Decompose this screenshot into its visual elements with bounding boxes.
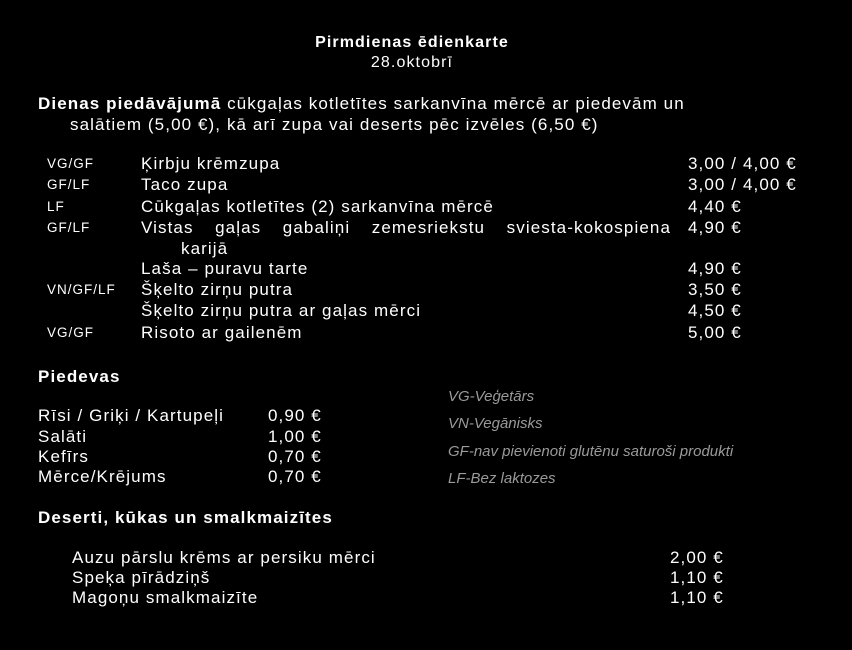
side-item-price: 0,70 € — [268, 447, 322, 466]
intro-lead: Dienas piedāvājumā — [38, 94, 222, 113]
side-item-name: Kefīrs — [38, 447, 90, 466]
legend-item: VG-Veģetārs — [448, 388, 535, 405]
menu-item-name-line2: karijā — [181, 239, 229, 258]
intro-text-line1: cūkgaļas kotletītes sarkanvīna mērcē ar piedevām un — [221, 94, 685, 113]
menu-item-name: Šķelto zirņu putra — [141, 280, 294, 299]
side-item-price: 1,00 € — [268, 427, 322, 446]
menu-item-name — [141, 217, 671, 259]
side-item-name: Mērce/Krējums — [38, 467, 167, 486]
diet-tag: GF/LF — [47, 220, 91, 235]
side-item-price: 0,70 € — [268, 467, 322, 486]
dessert-item-name: Auzu pārslu krēms ar persiku mērci — [72, 548, 376, 567]
page-title: Pirmdienas ēdienkarte — [315, 34, 509, 51]
menu-item-name: Ķirbju krēmzupa — [141, 154, 281, 173]
menu-item-price: 3,00 / 4,00 € — [688, 154, 797, 173]
diet-tag: VN/GF/LF — [47, 282, 116, 297]
intro-text — [38, 94, 685, 114]
menu-item-price: 4,90 € — [688, 218, 742, 237]
menu-item-name-line1: Vistas gaļas gabaliņi zemesriekstu sviesta-kokospiena — [141, 218, 671, 237]
menu-item-name: Laša – puravu tarte — [141, 259, 309, 278]
dessert-item-price: 2,00 € — [670, 548, 724, 567]
intro-text-line2: salātiem (5,00 €), kā arī zupa vai deserts pēc izvēles (6,50 €) — [70, 115, 599, 134]
menu-item-name: Taco zupa — [141, 175, 229, 194]
menu-item-name: Cūkgaļas kotletītes (2) sarkanvīna mērcē — [141, 197, 494, 216]
legend-item: LF-Bez laktozes — [448, 470, 556, 487]
diet-tag: LF — [47, 199, 65, 214]
legend-item: GF-nav pievienoti glutēnu saturoši produkti — [448, 443, 734, 460]
diet-tag: VG/GF — [47, 325, 95, 340]
menu-item-price: 5,00 € — [688, 323, 742, 342]
menu-item-price: 3,00 / 4,00 € — [688, 175, 797, 194]
menu-item-price: 4,50 € — [688, 301, 742, 320]
dessert-item-name: Speķa pīrādziņš — [72, 568, 211, 587]
menu-item-price: 3,50 € — [688, 280, 742, 299]
desserts-heading: Deserti, kūkas un smalkmaizītes — [38, 508, 333, 527]
diet-tag: GF/LF — [47, 177, 91, 192]
side-item-name: Salāti — [38, 427, 88, 446]
sides-heading: Piedevas — [38, 367, 121, 386]
menu-date: 28.oktobrī — [370, 54, 454, 71]
side-item-price: 0,90 € — [268, 406, 322, 425]
dessert-item-price: 1,10 € — [670, 588, 724, 607]
diet-tag: VG/GF — [47, 156, 95, 171]
side-item-name: Rīsi / Griķi / Kartupeļi — [38, 406, 225, 425]
dessert-item-price: 1,10 € — [670, 568, 724, 587]
menu-item-price: 4,90 € — [688, 259, 742, 278]
menu-item-name: Risoto ar gailenēm — [141, 323, 303, 342]
menu-item-name: Šķelto zirņu putra ar gaļas mērci — [141, 301, 422, 320]
dessert-item-name: Magoņu smalkmaizīte — [72, 588, 259, 607]
legend-item: VN-Vegānisks — [448, 415, 543, 432]
menu-item-price: 4,40 € — [688, 197, 742, 216]
